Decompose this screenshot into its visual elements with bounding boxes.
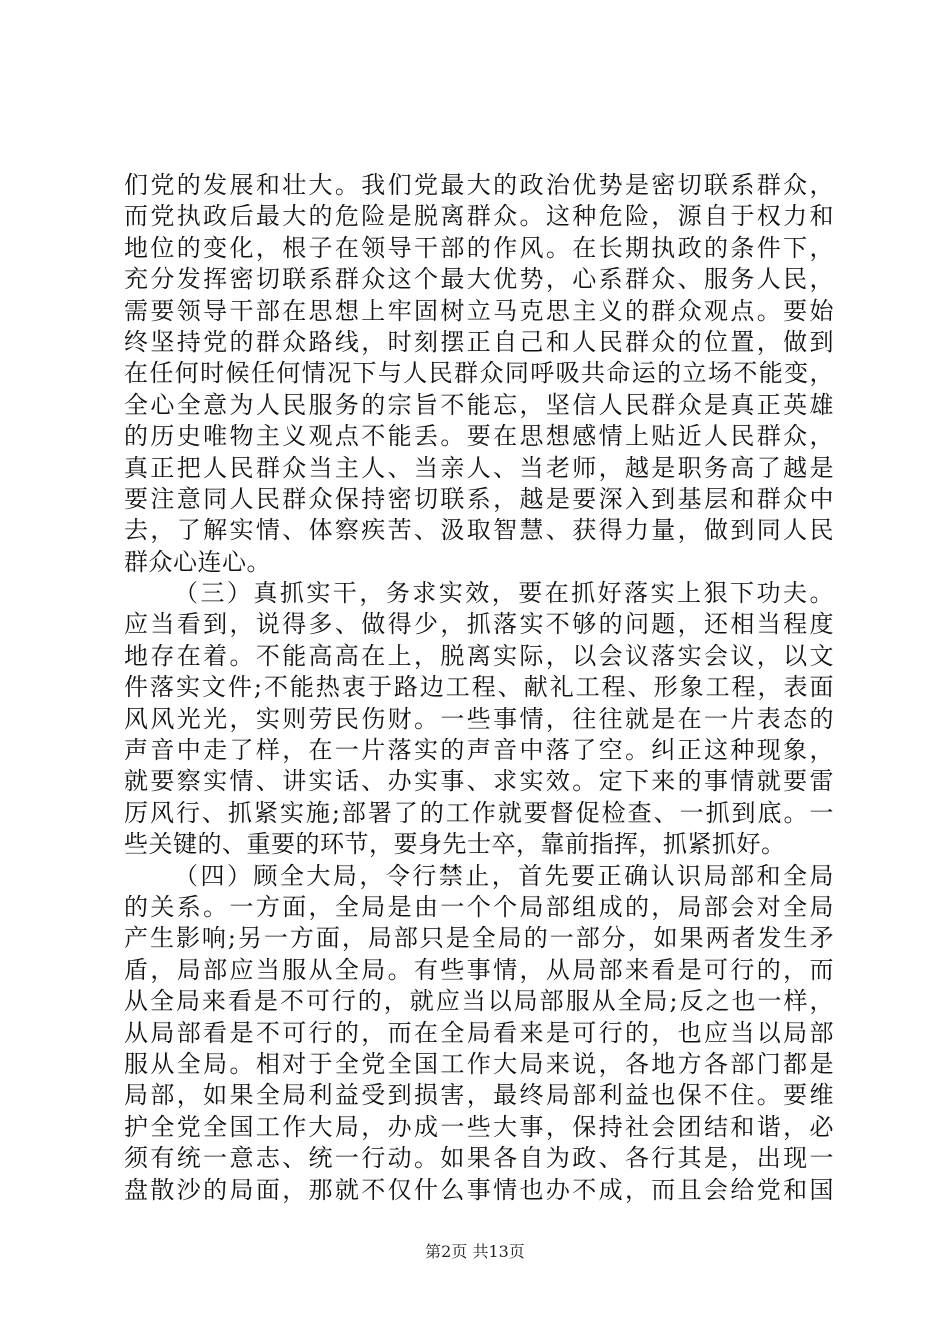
text-line: 局部，如果全局利益受到损害，最终局部利益也保不住。要维 xyxy=(124,1081,834,1110)
text-line: 群众心连心。 xyxy=(124,547,271,576)
text-line: 而党执政后最大的危险是脱离群众。这种危险，源自于权力和 xyxy=(124,202,834,231)
document-body xyxy=(124,170,834,1206)
text-line: 的历史唯物主义观点不能丢。要在思想感情上贴近人民群众， xyxy=(124,422,834,451)
text-line: 厉风行、抓紧实施;部署了的工作就要督促检查、一抓到底。一 xyxy=(124,798,834,827)
text-line: 服从全局。相对于全党全国工作大局来说，各地方各部门都是 xyxy=(124,1049,834,1078)
text-line: 些关键的、重要的环节，要身先士卒，靠前指挥，抓紧抓好。 xyxy=(124,830,786,859)
text-line: 地存在着。不能高高在上，脱离实际，以会议落实会议，以文 xyxy=(124,641,834,670)
text-line: 要注意同人民群众保持密切联系，越是要深入到基层和群众中 xyxy=(124,484,834,513)
text-line: （四）顾全大局，令行禁止，首先要正确认识局部和全局 xyxy=(174,861,834,890)
text-line: 们党的发展和壮大。我们党最大的政治优势是密切联系群众， xyxy=(124,171,834,199)
text-line: 盾，局部应当服从全局。有些事情，从局部来看是可行的，而 xyxy=(124,955,834,984)
text-line: 声音中走了样，在一片落实的声音中落了空。纠正这种现象， xyxy=(124,736,834,765)
text-line: 须有统一意志、统一行动。如果各自为政、各行其是，出现一 xyxy=(124,1144,834,1173)
text-line: 从全局来看是不可行的，就应当以局部服从全局;反之也一样， xyxy=(124,987,834,1016)
text-line: 的关系。一方面，全局是由一个个局部组成的，局部会对全局 xyxy=(124,892,834,921)
text-line: 在任何时候任何情况下与人民群众同呼吸共命运的立场不能变， xyxy=(124,359,834,388)
text-line: 充分发挥密切联系群众这个最大优势，心系群众、服务人民， xyxy=(124,265,834,294)
text-line: 应当看到，说得多、做得少，抓落实不够的问题，还相当程度 xyxy=(124,610,834,639)
text-line: 需要领导干部在思想上牢固树立马克思主义的群众观点。要始 xyxy=(124,296,834,325)
text-line: 盘散沙的局面，那就不仅什么事情也办不成，而且会给党和国 xyxy=(124,1175,834,1204)
page-footer: 第2页 共13页 xyxy=(425,1242,525,1261)
text-line: 终坚持党的群众路线，时刻摆正自己和人民群众的位置，做到 xyxy=(124,327,834,356)
text-line: 全心全意为人民服务的宗旨不能忘，坚信人民群众是真正英雄 xyxy=(124,390,834,419)
text-line: 去，了解实情、体察疾苦、汲取智慧、获得力量，做到同人民 xyxy=(124,516,834,545)
text-line: 产生影响;另一方面，局部只是全局的一部分，如果两者发生矛 xyxy=(124,924,834,953)
text-line: （三）真抓实干，务求实效，要在抓好落实上狠下功夫。 xyxy=(174,579,834,608)
text-line: 件落实文件;不能热衷于路边工程、献礼工程、形象工程，表面 xyxy=(124,673,834,702)
text-line: 真正把人民群众当主人、当亲人、当老师，越是职务高了越是 xyxy=(124,453,834,482)
text-line: 就要察实情、讲实话、办实事、求实效。定下来的事情就要雷 xyxy=(124,767,834,796)
text-line: 风风光光，实则劳民伤财。一些事情，往往就是在一片表态的 xyxy=(124,704,834,733)
text-line: 从局部看是不可行的，而在全局看来是可行的，也应当以局部 xyxy=(124,1018,834,1047)
text-line: 护全党全国工作大局，办成一些大事，保持社会团结和谐，必 xyxy=(124,1112,834,1141)
text-line: 地位的变化，根子在领导干部的作风。在长期执政的条件下， xyxy=(124,233,834,262)
